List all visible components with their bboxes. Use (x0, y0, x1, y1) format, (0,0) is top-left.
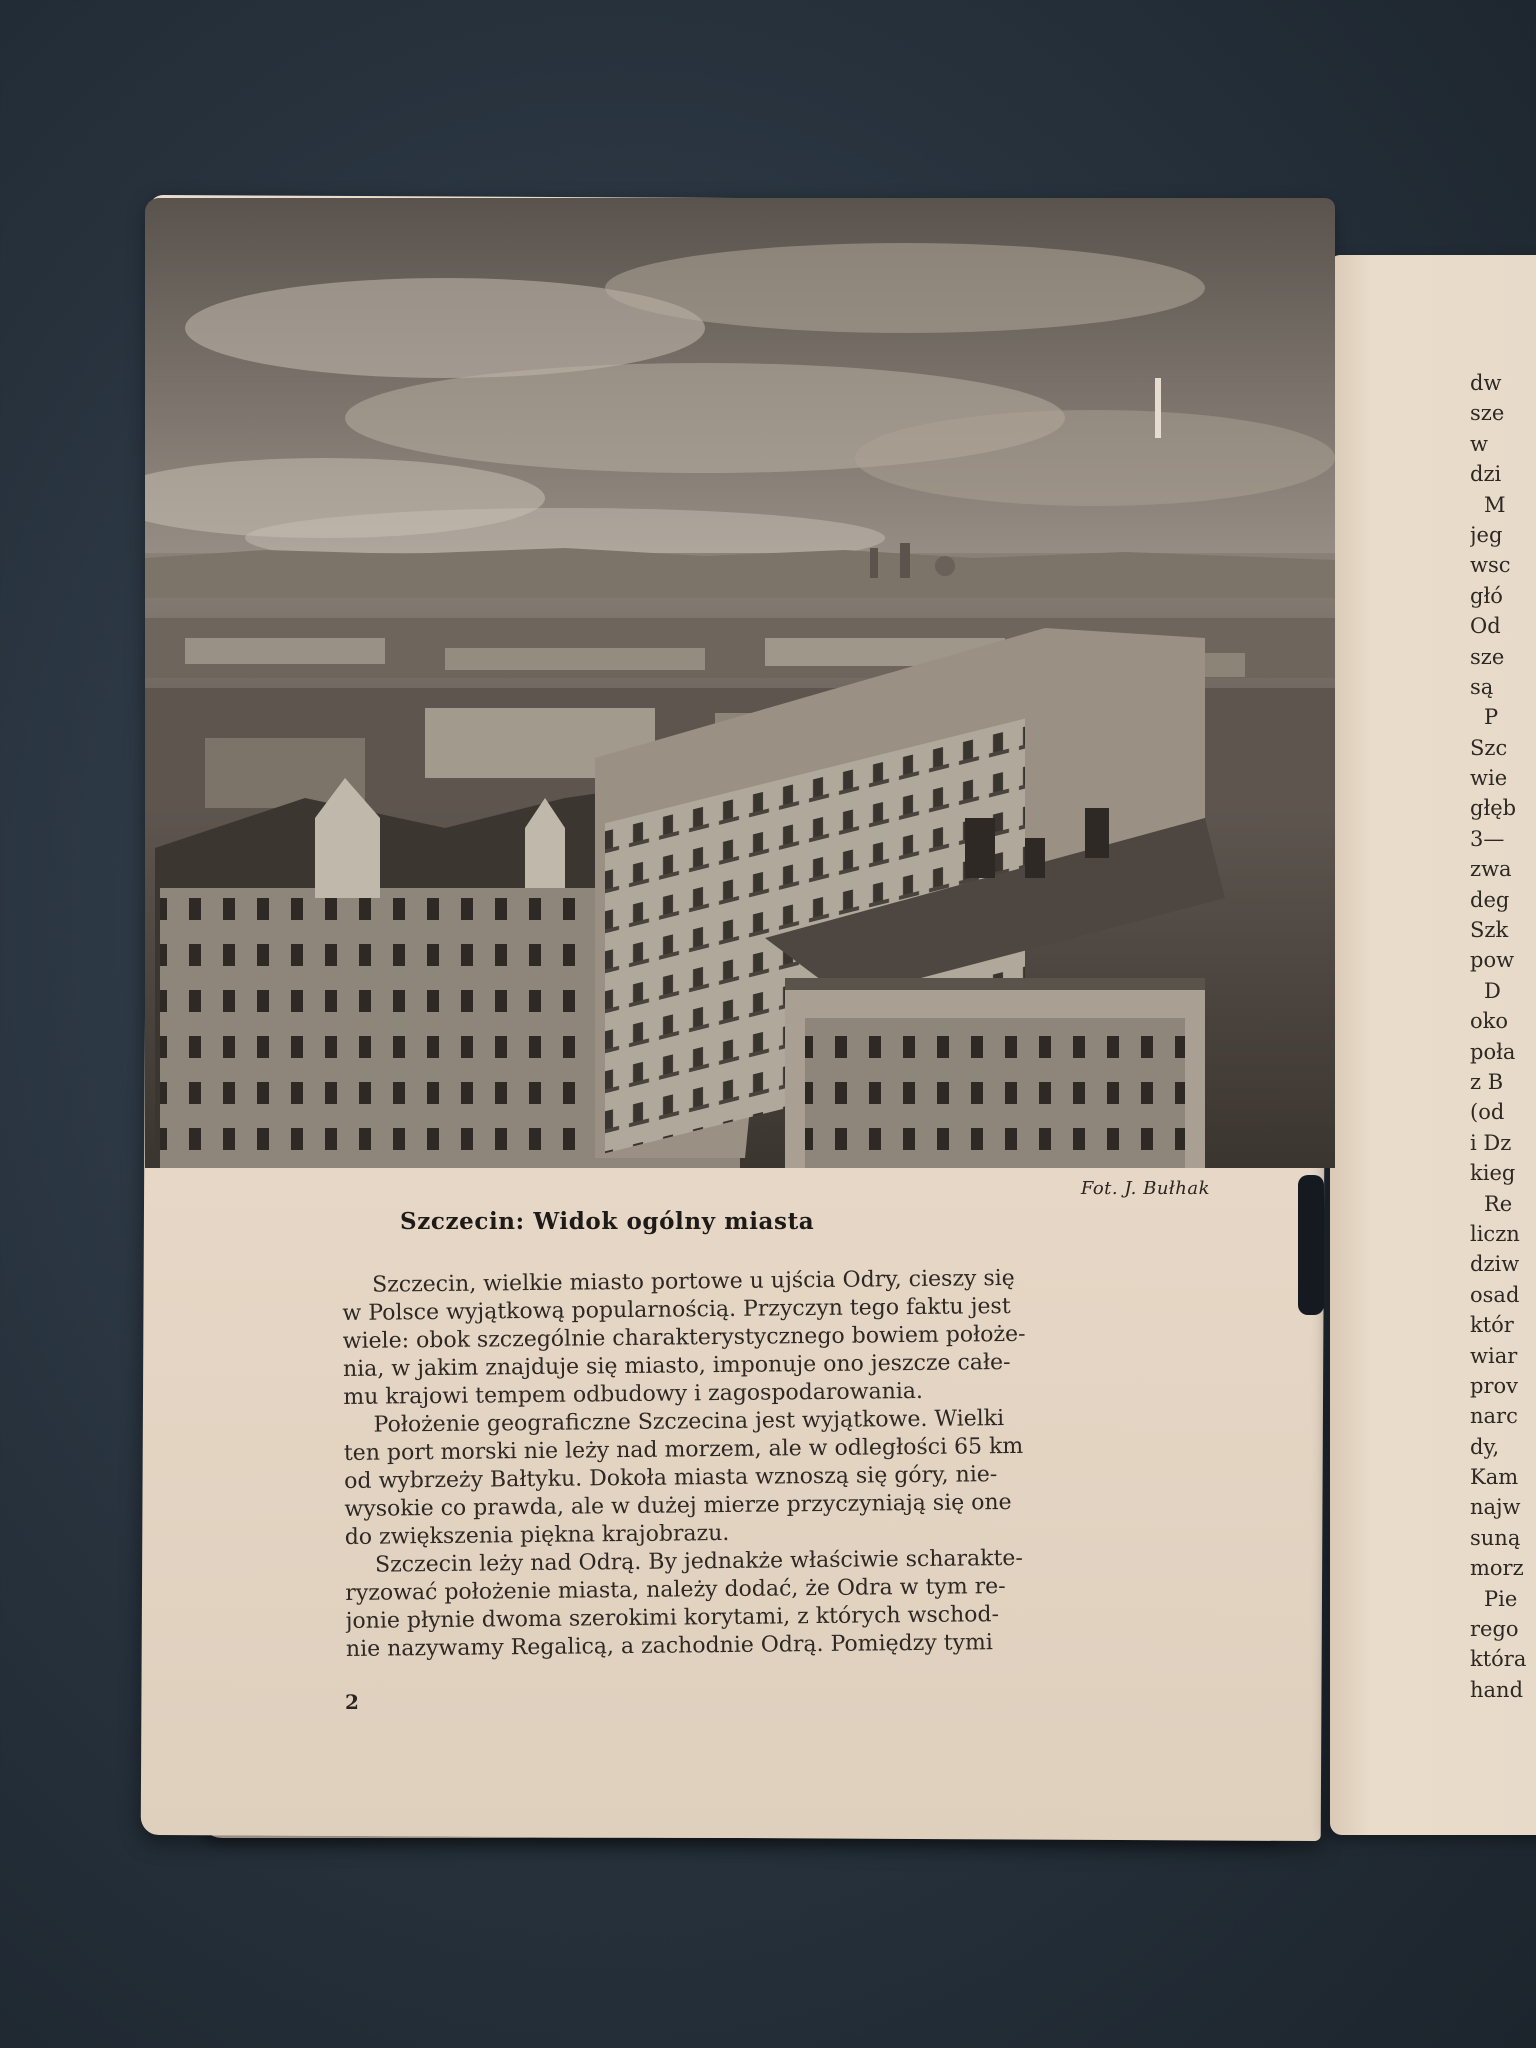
right-text-line: Szk (1470, 918, 1509, 943)
text-line: w Polsce wyjątkową popularnością. Przyczyn tego faktu jest (342, 1294, 1011, 1326)
right-text-line: kieg (1470, 1161, 1516, 1186)
photo-caption: Szczecin: Widok ogólny miasta (400, 1208, 815, 1235)
right-text-line: głęb (1470, 796, 1517, 821)
right-text-line: Od (1470, 614, 1501, 639)
right-text-line: są (1470, 674, 1494, 699)
right-text-line: wsc (1470, 553, 1511, 578)
right-text-line: liczn (1470, 1221, 1520, 1246)
right-text-line: najw (1470, 1495, 1521, 1520)
right-text-line: dw (1470, 371, 1502, 395)
photo-credit: Fot. J. Bułhak (1080, 1178, 1210, 1199)
right-text-line: 3— (1470, 826, 1505, 851)
text-line: nia, w jakim znajduje się miasto, imponuje ono jeszcze całe- (342, 1350, 1011, 1382)
right-text-line: sze (1470, 644, 1505, 669)
page-number: 2 (345, 1690, 359, 1714)
right-page-text (1470, 368, 1536, 1705)
right-text-line: (od (1470, 1100, 1505, 1125)
text-line: wysokie co prawda, ale w dużej mierze przyczyniają się one (344, 1490, 1012, 1522)
right-text-line: w (1470, 431, 1488, 456)
text-line: do zwiększenia piękna krajobrazu. (344, 1520, 730, 1550)
right-text-line: Szc (1470, 735, 1508, 760)
right-text-line: wie (1470, 766, 1508, 791)
right-text-line: któr (1470, 1313, 1514, 1338)
right-text-line: i Dz (1470, 1130, 1512, 1155)
right-text-line: rego (1470, 1617, 1519, 1642)
body-text (342, 1263, 1198, 1664)
text-line: Szczecin, wielkie miasto portowe u ujścia Odry, cieszy się (372, 1265, 1015, 1298)
right-text-line: P (1484, 705, 1499, 730)
right-text-line: M (1484, 492, 1506, 517)
right-text-line: z B (1470, 1069, 1504, 1094)
text-line: mu krajowi tempem odbudowy i zagospodarowania. (343, 1378, 924, 1410)
right-text-line: Re (1484, 1191, 1513, 1216)
right-text-line: głó (1470, 583, 1503, 608)
text-line: ten port morski nie leży nad morzem, ale w odległości 65 km (343, 1433, 1024, 1466)
torn-spine (1298, 1175, 1324, 1315)
text-line: Szczecin leży nad Odrą. By jednakże właściwie scharakte- (374, 1545, 1023, 1578)
right-text-line: zwa (1470, 857, 1512, 882)
text-line: Położenie geograficzne Szczecina jest wyjątkowe. Wielki (373, 1406, 1005, 1438)
right-text-line: hand (1470, 1677, 1524, 1702)
right-text-line: dzi (1470, 462, 1502, 487)
text-line: jonie płynie dwoma szerokimi korytami, z których wschod- (345, 1602, 1000, 1634)
right-text-line: Kam (1470, 1465, 1519, 1490)
right-text-line: D (1484, 978, 1501, 1003)
right-text-line: prov (1470, 1373, 1518, 1398)
right-text-line: wiar (1470, 1343, 1518, 1368)
right-text-line: narc (1470, 1404, 1518, 1429)
right-text-line: sze (1470, 401, 1505, 426)
right-text-line: poła (1470, 1039, 1516, 1064)
right-text-line: morz (1470, 1556, 1524, 1581)
text-line: ryzować położenie miasta, należy dodać, że Odra w tym re- (345, 1574, 1006, 1606)
right-text-line: osad (1470, 1282, 1520, 1307)
right-text-line: dy, (1470, 1434, 1500, 1459)
right-text-line: suną (1470, 1525, 1521, 1550)
right-text-line: deg (1470, 887, 1510, 912)
text-line: od wybrzeży Bałtyku. Dokoła miasta wznoszą się góry, nie- (344, 1462, 998, 1494)
right-text-line: Pie (1484, 1586, 1518, 1611)
city-panorama-photo (145, 198, 1335, 1168)
right-text-line: dziw (1470, 1252, 1520, 1277)
right-text-line: pow (1470, 948, 1515, 973)
text-line: nie nazywamy Regalicą, a zachodnie Odrą. Pomiędzy tymi (345, 1630, 994, 1662)
right-text-line: która (1470, 1647, 1527, 1672)
text-line: wiele: obok szczególnie charakterystycznego bowiem położe- (342, 1321, 1026, 1354)
right-text-line: oko (1470, 1009, 1509, 1034)
right-text-line: jeg (1470, 522, 1503, 547)
